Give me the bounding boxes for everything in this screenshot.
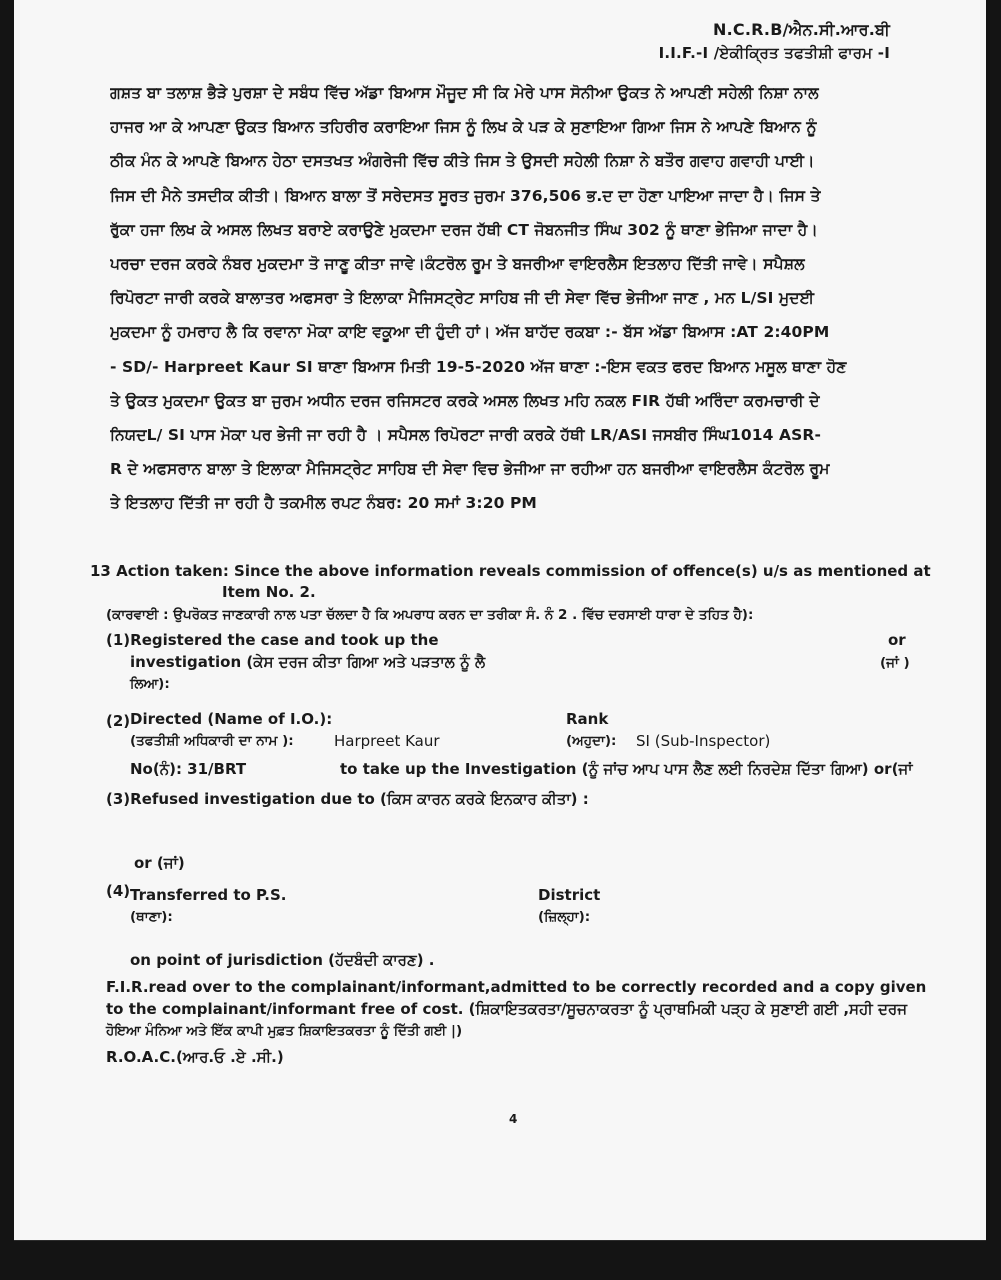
statement-paragraph — [110, 76, 920, 520]
roac-label: R.O.A.C.(ਆਰ.ਓ .ਏ .ਸੀ.) — [106, 1048, 284, 1066]
statement-line: ਰਿਪੋਰਟਾ ਜਾਰੀ ਕਰਕੇ ਬਾਲਾਤਰ ਅਫਸਰਾ ਤੇ ਇਲਾਕਾ ਮੈਜਿਸਟ੍ਰੇਟ ਸਾਹਿਬ ਜੀ ਦੀ ਸੇਵਾ ਵਿੱਚ ਭੇਜੀਆ ਜਾਣ , ਮਨ L/SI ਮੁਦਈ — [110, 289, 815, 308]
statement-line: ਮੁਕਦਮਾ ਨੂੰ ਹਮਰਾਹ ਲੈ ਕਿ ਰਵਾਨਾ ਮੋਕਾ ਕਾਇ ਵਕੂਆ ਦੀ ਹੁੰਦੀ ਹਾਂ। ਅੱਜ ਬਾਹੱਦ ਰਕਬਾ :- ਬੱਸ ਅੱਡਾ ਬਿਆਸ :AT 2:40PM — [110, 323, 830, 342]
item2-label: Directed (Name of I.O.): — [130, 710, 333, 728]
item4-number: (4) — [106, 882, 131, 900]
fir-read-line3: ਹੋਇਆ ਮੰਨਿਆ ਅਤੇ ਇੱਕ ਕਾਪੀ ਮੁਫ਼ਤ ਸ਼ਿਕਾਇਤਕਰਤਾ ਨੂੰ ਦਿੱਤੀ ਗਈ |) — [106, 1023, 463, 1039]
io-number: No(ਨੰ): 31/BRT — [130, 760, 247, 778]
statement-line: ਗਸ਼ਤ ਬਾ ਤਲਾਸ਼ ਭੈੜੇ ਪੁਰਸ਼ਾ ਦੇ ਸਬੰਧ ਵਿੱਚ ਅੱਡਾ ਬਿਆਸ ਮੌਜੂਦ ਸੀ ਕਿ ਮੇਰੇ ਪਾਸ ਸੋਨੀਆ ਉਕਤ ਨੇ ਆਪਣੀ ਸਹੇਲੀ ਨਿਸ਼ਾ ਨਾਲ — [110, 84, 819, 102]
statement-line: R ਦੇ ਅਫਸਰਾਨ ਬਾਲਾ ਤੇ ਇਲਾਕਾ ਮੈਜਿਸਟ੍ਰੇਟ ਸਾਹਿਬ ਦੀ ਸੇਵਾ ਵਿਚ ਭੇਜੀਆ ਜਾ ਰਹੀਆ ਹਨ ਬਜਰੀਆ ਵਾਇਰਲੈਸ ਕੰਟਰੋਲ ਰੂਮ — [110, 460, 830, 479]
item1-line1: (1)Registered the case and took up the — [106, 631, 439, 649]
rank-label-punjabi: (ਅਹੁਦਾ): — [566, 733, 617, 749]
item3-refused: (3)Refused investigation due to (ਕਿਸ ਕਾਰਨ ਕਰਕੇ ਇਨਕਾਰ ਕੀਤਾ) : — [106, 790, 589, 808]
item4-label: Transferred to P.S. — [130, 886, 287, 904]
investigation-directive: to take up the Investigation (ਨੂੰ ਜਾਂਚ ਆਪ ਪਾਸ ਲੈਣ ਲਈ ਨਿਰਦੇਸ਼ ਦਿੱਤਾ ਗਿਆ) or(ਜਾਂ — [340, 760, 913, 778]
statement-line: ਪਰਚਾ ਦਰਜ ਕਰਕੇ ਨੰਬਰ ਮੁਕਦਮਾ ਤੋ ਜਾਣੂ ਕੀਤਾ ਜਾਵੇ।ਕੰਟਰੋਲ ਰੂਮ ਤੇ ਬਜਰੀਆ ਵਾਇਰਲੈਸ ਇਤਲਾਹ ਦਿੱਤੀ ਜਾਵੇ। ਸਪੈਸ਼ਲ — [110, 254, 805, 273]
item2-number: (2) — [106, 712, 131, 730]
action-heading-cont: Item No. 2. — [222, 583, 316, 601]
header-ncrb: N.C.R.B/ਐਨ.ਸੀ.ਆਰ.ਬੀ — [713, 20, 890, 39]
jurisdiction-line: on point of jurisdiction (ਹੱਦਬੰਦੀ ਕਾਰਣ) . — [130, 951, 435, 969]
statement-line: ਠੀਕ ਮੰਨ ਕੇ ਆਪਣੇ ਬਿਆਨ ਹੇਠਾ ਦਸਤਖਤ ਅੰਗਰੇਜੀ ਵਿੱਚ ਕੀਤੇ ਜਿਸ ਤੇ ਉਸਦੀ ਸਹੇਲੀ ਨਿਸ਼ਾ ਨੇ ਬਤੌਰ ਗਵਾਹ ਗਵਾਹੀ ਪਾਈ। — [110, 152, 815, 171]
statement-line: ਤੇ ਇਤਲਾਹ ਦਿੱਤੀ ਜਾ ਰਹੀ ਹੈ ਤਕਮੀਲ ਰਪਟ ਨੰਬਰ: 20 ਸਮਾਂ 3:20 PM — [110, 494, 537, 513]
district-label: District — [538, 886, 601, 904]
rank-value: SI (Sub-Inspector) — [636, 732, 771, 750]
action-heading-punjabi: (ਕਾਰਵਾਈ : ਉਪਰੋਕਤ ਜਾਣਕਾਰੀ ਨਾਲ ਪਤਾ ਚੱਲਦਾ ਹੈ ਕਿ ਅਪਰਾਧ ਕਰਨ ਦਾ ਤਰੀਕਾ ਸੰ. ਨੰ 2 . ਵਿੱਚ ਦਰਸਾਈ ਧਾਰਾ ਦੇ ਤਹਿਤ ਹੈ): — [106, 607, 754, 623]
statement-line: ਤੇ ਉਕਤ ਮੁਕਦਮਾ ਉਕਤ ਬਾ ਜੁਰਮ ਅਧੀਨ ਦਰਜ ਰਜਿਸਟਰ ਕਰਕੇ ਅਸਲ ਲਿਖਤ ਮਹਿ ਨਕਲ FIR ਹੱਥੀ ਅਰਿੰਦਾ ਕਰਮਚਾਰੀ ਦੇ — [110, 391, 820, 410]
statement-line: - SD/- Harpreet Kaur SI ਥਾਣਾ ਬਿਆਸ ਮਿਤੀ 19-5-2020 ਅੱਜ ਥਾਣਾ :-ਇਸ ਵਕਤ ਫਰਦ ਬਿਆਨ ਮਸੂਲ ਥਾਣਾ ਹੋਣ — [110, 357, 847, 376]
or-separator: or (ਜਾਂ) — [134, 854, 185, 872]
item1-line3: ਲਿਆ): — [130, 676, 170, 692]
statement-line: ਰੁੱਕਾ ਹਜਾ ਲਿਖ ਕੇ ਅਸਲ ਲਿਖਤ ਬਰਾਏ ਕਰਾਉਣੇ ਮੁਕਦਮਾ ਦਰਜ ਹੱਥੀ CT ਜੋਬਨਜੀਤ ਸਿੰਘ 302 ਨੂੰ ਥਾਣਾ ਭੇਜਿਆ ਜਾਦਾ ਹੈ। — [110, 220, 818, 239]
item1-line2: investigation (ਕੇਸ ਦਰਜ ਕੀਤਾ ਗਿਆ ਅਤੇ ਪੜਤਾਲ ਨੂੰ ਲੈ — [130, 653, 486, 671]
or-label: or — [888, 631, 906, 649]
item4-label-punjabi: (ਥਾਣਾ): — [130, 909, 173, 925]
fir-read-line2: to the complainant/informant free of cost. (ਸ਼ਿਕਾਇਤਕਰਤਾ/ਸੂਚਨਾਕਰਤਾ ਨੂੰ ਪ੍ਰਾਥਮਿਕੀ ਪੜ੍ਹ ਕੇ ਸੁਣਾਈ ਗਈ ,ਸਹੀ ਦਰਜ — [106, 1000, 908, 1018]
page-number: 4 — [509, 1112, 518, 1126]
item2-label-punjabi: (ਤਫਤੀਸ਼ੀ ਅਧਿਕਾਰੀ ਦਾ ਨਾਮ ): — [130, 733, 294, 749]
district-label-punjabi: (ਜ਼ਿਲ੍ਹਾ): — [538, 909, 591, 925]
or-label-punjabi: (ਜਾਂ ) — [880, 655, 910, 671]
document-page — [14, 0, 986, 1241]
action-heading: 13 Action taken: Since the above information reveals commission of offence(s) u/s as mentioned at — [90, 562, 931, 580]
header-form-title: I.I.F.-I /ਏਕੀਕ੍ਰਿਤ ਤਫਤੀਸ਼ੀ ਫਾਰਮ -I — [658, 44, 890, 62]
statement-line: ਜਿਸ ਦੀ ਮੈਨੇ ਤਸਦੀਕ ਕੀਤੀ। ਬਿਆਨ ਬਾਲਾ ਤੋਂ ਸਰੇਦਸਤ ਸੂਰਤ ਜੁਰਮ 376,506 ਭ.ਦ ਦਾ ਹੋਣਾ ਪਾਇਆ ਜਾਦਾ ਹੈ। ਜਿਸ ਤੇ — [110, 186, 821, 205]
io-name: Harpreet Kaur — [334, 732, 440, 750]
fir-read-line1: F.I.R.read over to the complainant/informant,admitted to be correctly recorded and a copy given — [106, 978, 927, 996]
rank-label: Rank — [566, 710, 609, 728]
statement-line: ਹਾਜਰ ਆ ਕੇ ਆਪਣਾ ਉਕਤ ਬਿਆਨ ਤਹਿਰੀਰ ਕਰਾਇਆ ਜਿਸ ਨੂੰ ਲਿਖ ਕੇ ਪੜ ਕੇ ਸੁਣਾਇਆ ਗਿਆ ਜਿਸ ਨੇ ਆਪਣੇ ਬਿਆਨ ਨੂੰ — [110, 118, 817, 137]
statement-line: ਨਿਯਦL/ SI ਪਾਸ ਮੋਕਾ ਪਰ ਭੇਜੀ ਜਾ ਰਹੀ ਹੈ । ਸਪੈਸਲ ਰਿਪੋਰਟਾ ਜਾਰੀ ਕਰਕੇ ਹੱਥੀ LR/ASI ਜਸਬੀਰ ਸਿੰਘ1014 ASR- — [110, 425, 821, 444]
